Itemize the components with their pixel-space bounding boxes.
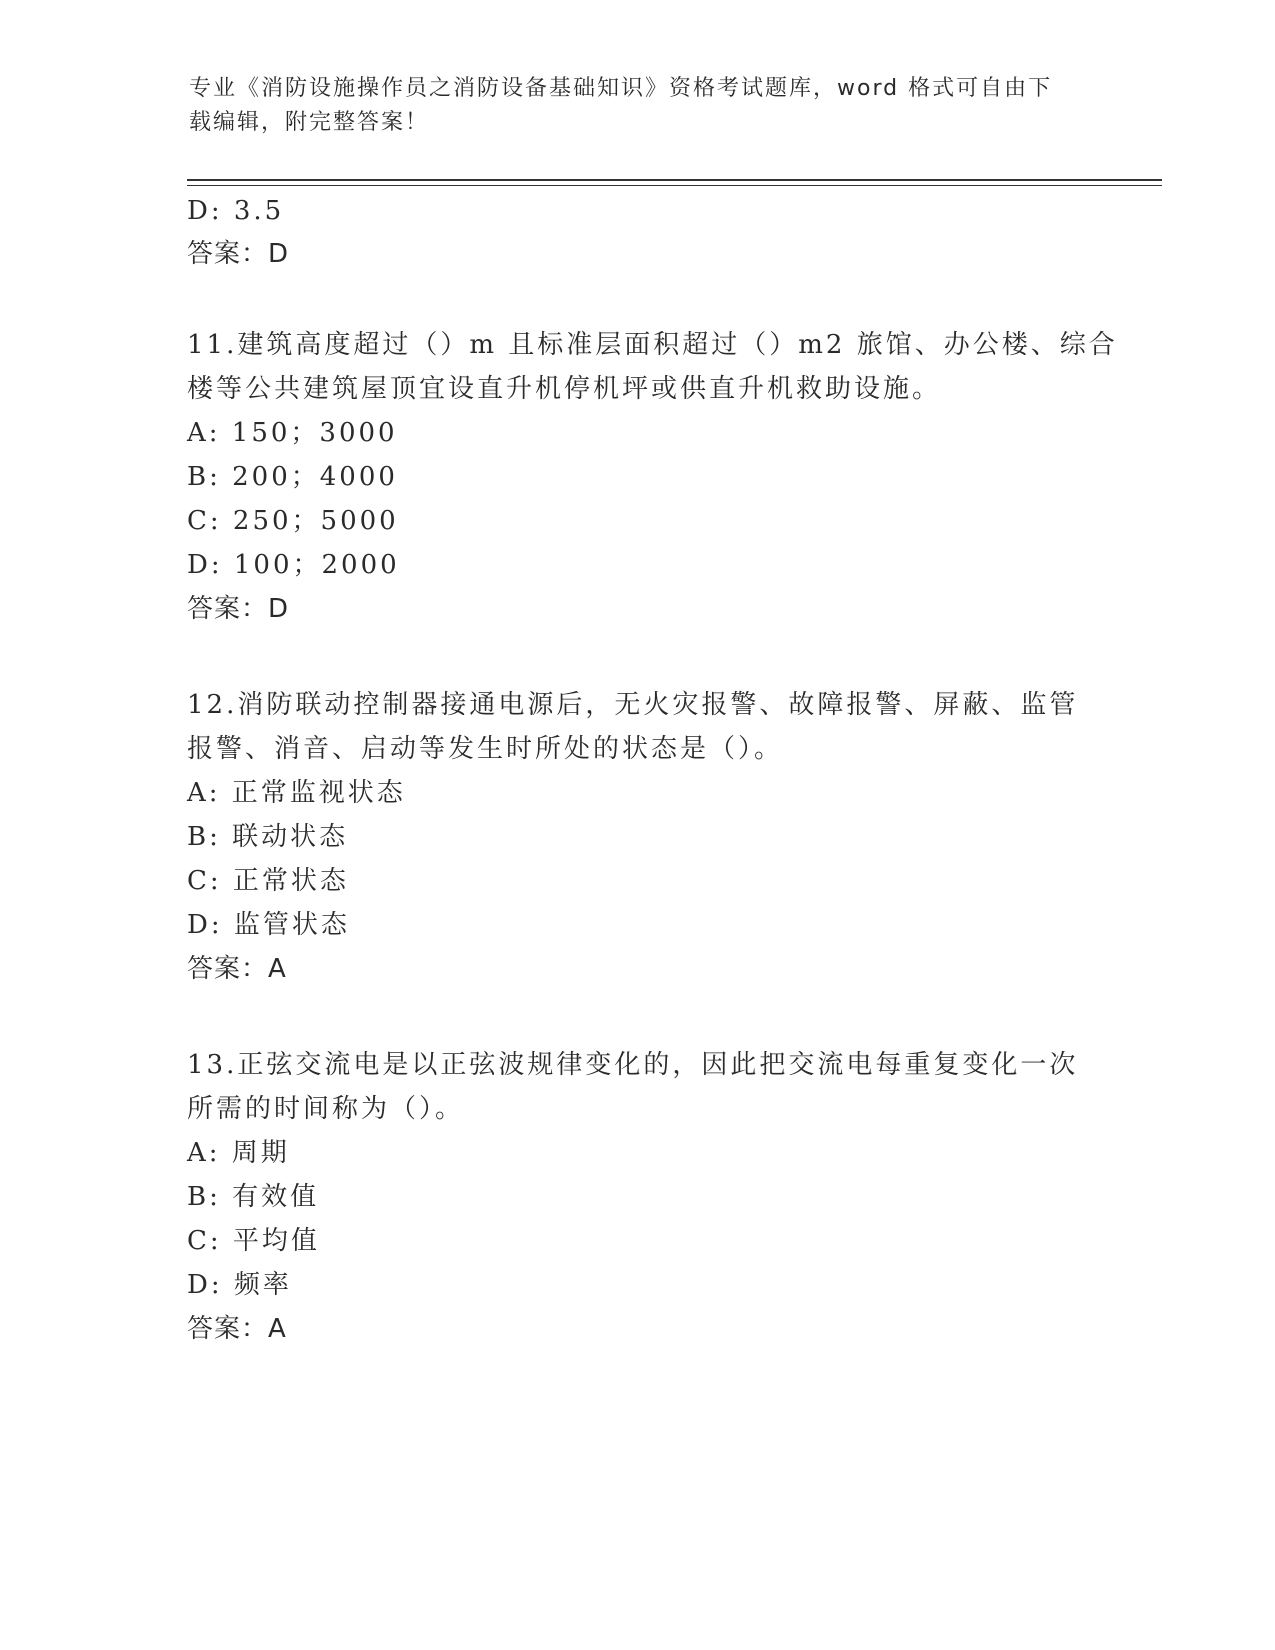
option-c: C: 正常状态: [187, 866, 349, 896]
prev-answer: 答案：D: [187, 239, 290, 269]
option-a: A: 周期: [187, 1138, 290, 1168]
answer: 答案：A: [187, 954, 287, 984]
answer: 答案：A: [187, 1314, 287, 1344]
option-a: A: 150；3000: [187, 418, 398, 448]
option-b: B: 联动状态: [187, 822, 349, 852]
header-divider-top: [187, 179, 1162, 181]
option-b: B: 有效值: [187, 1182, 320, 1212]
answer: 答案：D: [187, 594, 290, 624]
header-line-1: 专业《消防设施操作员之消防设备基础知识》资格考试题库，word 格式可自由下: [189, 76, 1053, 101]
option-d: D: 100；2000: [187, 550, 400, 580]
option-c: C: 250；5000: [187, 506, 399, 536]
question-stem-line-1: 11.建筑高度超过（）m 且标准层面积超过（）m2 旅馆、办公楼、综合: [187, 330, 1118, 360]
option-a: A: 正常监视状态: [187, 778, 406, 808]
question-stem-line-1: 13.正弦交流电是以正弦波规律变化的，因此把交流电每重复变化一次: [187, 1050, 1079, 1080]
option-d: D: 频率: [187, 1270, 292, 1300]
header-line-2: 载编辑，附完整答案！: [189, 110, 430, 135]
question-stem-line-2: 楼等公共建筑屋顶宜设直升机停机坪或供直升机救助设施。: [187, 374, 942, 404]
option-b: B: 200；4000: [187, 462, 398, 492]
prev-option-d: D: 3.5: [187, 196, 285, 226]
page-header: [189, 72, 1069, 140]
question-stem-line-2: 报警、消音、启动等发生时所处的状态是（）。: [187, 734, 784, 764]
question-stem-line-1: 12.消防联动控制器接通电源后，无火灾报警、故障报警、屏蔽、监管: [187, 690, 1079, 720]
option-d: D: 监管状态: [187, 910, 350, 940]
option-c: C: 平均值: [187, 1226, 320, 1256]
question-stem-line-2: 所需的时间称为（）。: [187, 1094, 465, 1124]
header-divider-bottom: [187, 185, 1162, 186]
